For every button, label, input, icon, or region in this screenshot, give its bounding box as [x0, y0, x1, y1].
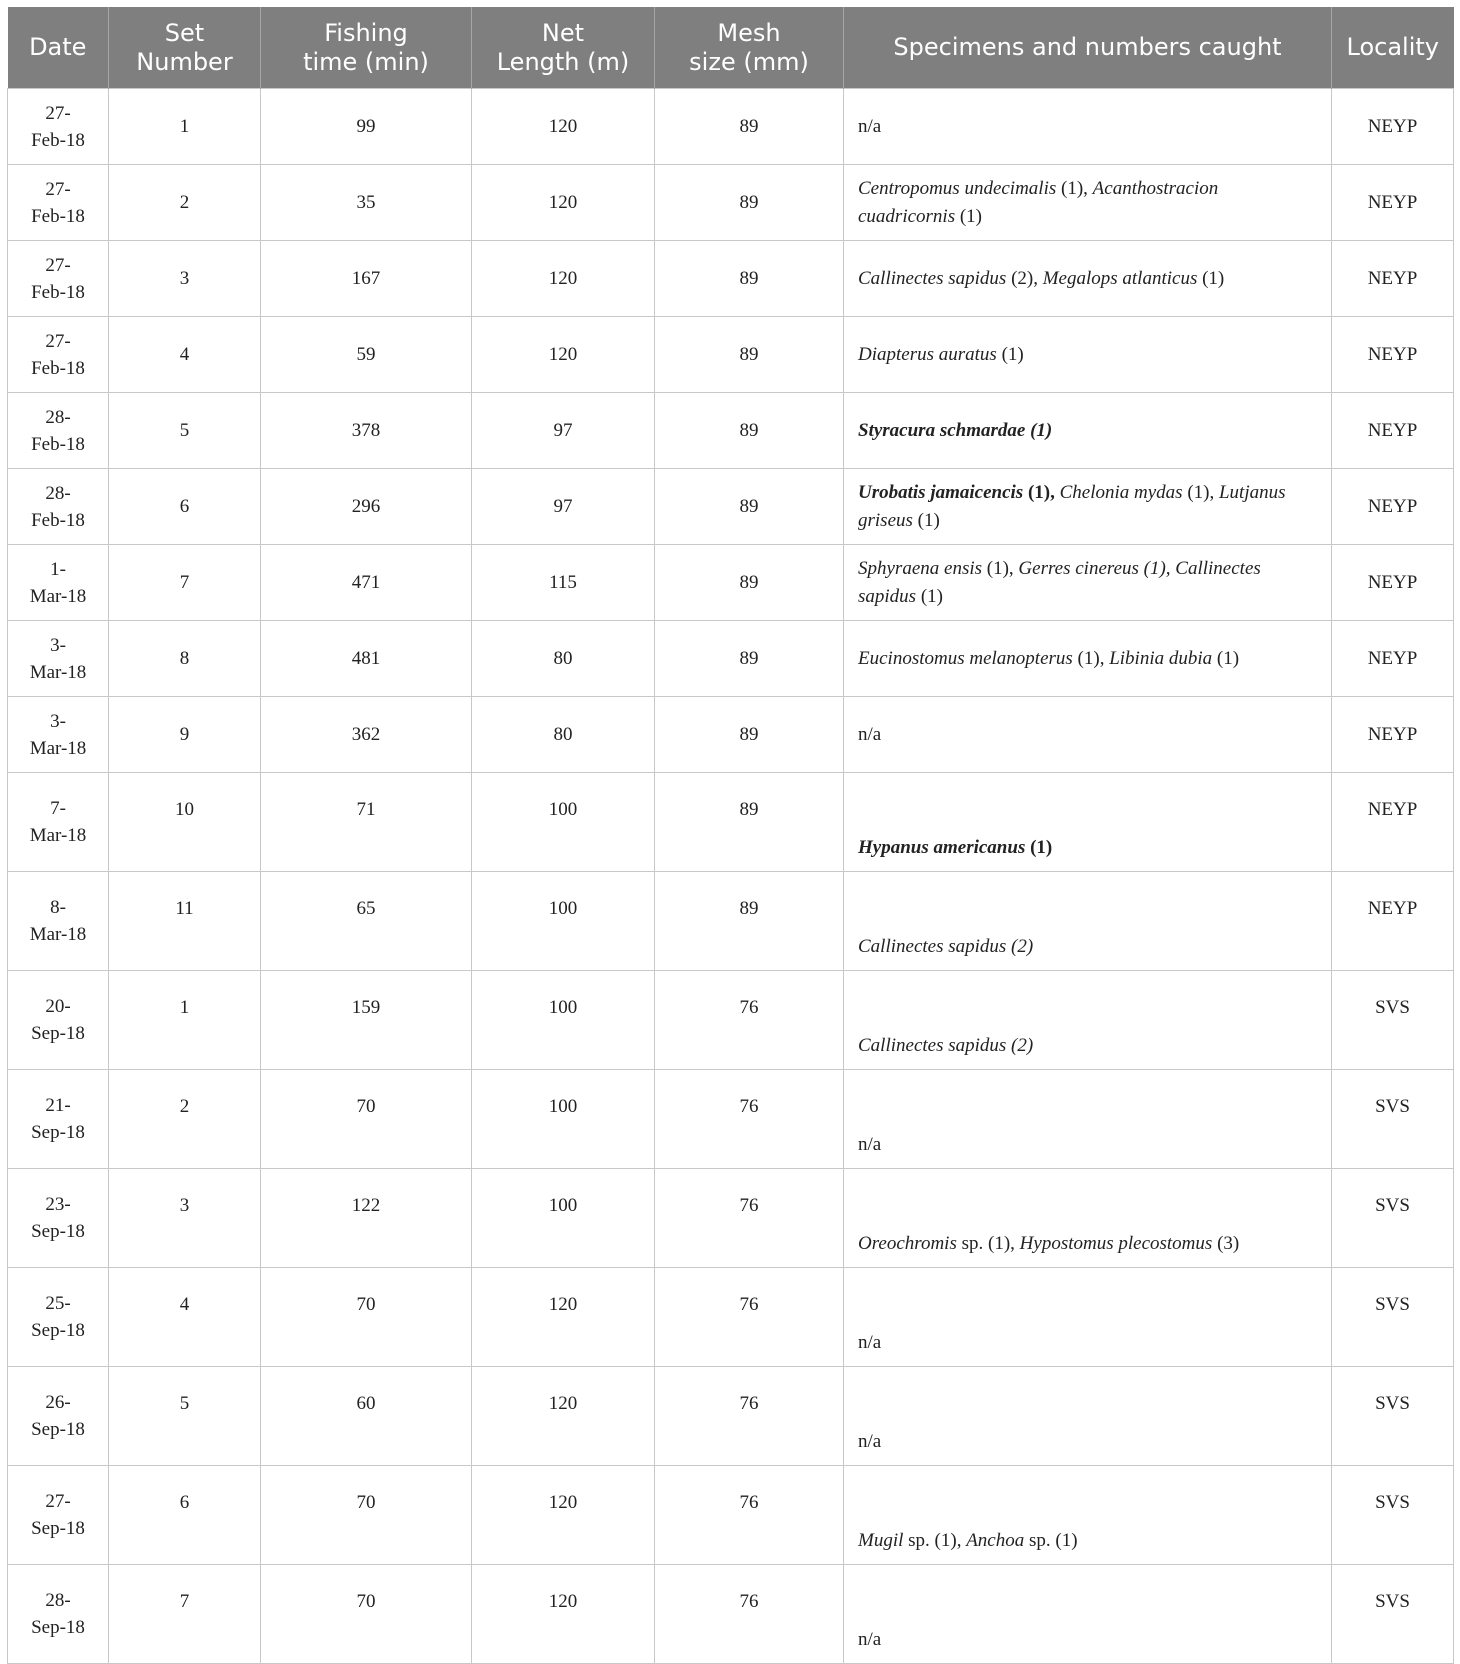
date-cell: 27- Feb-18 [8, 317, 109, 393]
net-length-cell: 80 [472, 697, 655, 773]
set-number-cell: 3 [109, 1169, 261, 1268]
fishing-time-cell: 159 [261, 971, 472, 1070]
table-row [8, 241, 1454, 317]
locality-cell: SVS [1332, 1169, 1454, 1268]
fishing-time-cell: 99 [261, 89, 472, 165]
mesh-size-cell: 89 [655, 317, 844, 393]
mesh-size-cell: 76 [655, 1070, 844, 1169]
locality-cell: NEYP [1332, 241, 1454, 317]
mesh-size-cell: 76 [655, 1268, 844, 1367]
specimens-cell: Oreochromis sp. (1), Hypostomus plecostomus (3) [844, 1169, 1332, 1268]
net-length-cell: 120 [472, 241, 655, 317]
date-cell: 20- Sep-18 [8, 971, 109, 1070]
date-cell: 7- Mar-18 [8, 773, 109, 872]
mesh-size-cell: 89 [655, 165, 844, 241]
table-row [8, 971, 1454, 1070]
mesh-size-cell: 76 [655, 971, 844, 1070]
locality-cell: SVS [1332, 1367, 1454, 1466]
specimens-cell: Urobatis jamaicencis (1), Chelonia mydas (1), Lutjanus griseus (1) [844, 469, 1332, 545]
fishing-time-cell: 70 [261, 1070, 472, 1169]
specimens-cell: Sphyraena ensis (1), Gerres cinereus (1), Callinectes sapidus (1) [844, 545, 1332, 621]
table-row [8, 393, 1454, 469]
date-cell: 27- Feb-18 [8, 241, 109, 317]
fishing-time-cell: 167 [261, 241, 472, 317]
mesh-size-cell: 89 [655, 697, 844, 773]
fishing-time-cell: 70 [261, 1268, 472, 1367]
set-number-cell: 1 [109, 89, 261, 165]
date-cell: 1- Mar-18 [8, 545, 109, 621]
table-row [8, 89, 1454, 165]
fishing-time-cell: 71 [261, 773, 472, 872]
set-number-cell: 11 [109, 872, 261, 971]
date-cell: 8- Mar-18 [8, 872, 109, 971]
set-number-cell: 2 [109, 1070, 261, 1169]
locality-cell: NEYP [1332, 89, 1454, 165]
locality-cell: NEYP [1332, 621, 1454, 697]
date-cell: 23- Sep-18 [8, 1169, 109, 1268]
date-cell: 28- Feb-18 [8, 393, 109, 469]
locality-cell: NEYP [1332, 393, 1454, 469]
net-length-cell: 120 [472, 317, 655, 393]
mesh-size-cell: 89 [655, 241, 844, 317]
header-net-length: Net Length (m) [472, 7, 655, 89]
table-row [8, 1169, 1454, 1268]
set-number-cell: 6 [109, 1466, 261, 1565]
specimens-cell: Centropomus undecimalis (1), Acanthostracion cuadricornis (1) [844, 165, 1332, 241]
fishing-time-cell: 481 [261, 621, 472, 697]
net-length-cell: 120 [472, 1268, 655, 1367]
fishing-time-cell: 35 [261, 165, 472, 241]
specimens-cell: n/a [844, 697, 1332, 773]
specimens-cell: n/a [844, 89, 1332, 165]
specimens-cell: Mugil sp. (1), Anchoa sp. (1) [844, 1466, 1332, 1565]
fishing-time-cell: 70 [261, 1466, 472, 1565]
net-length-cell: 100 [472, 1169, 655, 1268]
header-locality: Locality [1332, 7, 1454, 89]
net-length-cell: 100 [472, 872, 655, 971]
net-length-cell: 97 [472, 469, 655, 545]
table-row [8, 545, 1454, 621]
table-row [8, 469, 1454, 545]
table-row [8, 621, 1454, 697]
header-set-number: Set Number [109, 7, 261, 89]
set-number-cell: 7 [109, 545, 261, 621]
mesh-size-cell: 89 [655, 393, 844, 469]
table-row [8, 1070, 1454, 1169]
locality-cell: NEYP [1332, 469, 1454, 545]
fishing-time-cell: 65 [261, 872, 472, 971]
set-number-cell: 8 [109, 621, 261, 697]
mesh-size-cell: 76 [655, 1169, 844, 1268]
set-number-cell: 5 [109, 1367, 261, 1466]
set-number-cell: 5 [109, 393, 261, 469]
net-length-cell: 120 [472, 165, 655, 241]
specimens-cell: Callinectes sapidus (2) [844, 872, 1332, 971]
fishing-time-cell: 59 [261, 317, 472, 393]
specimens-cell: Styracura schmardae (1) [844, 393, 1332, 469]
net-length-cell: 100 [472, 1070, 655, 1169]
set-number-cell: 7 [109, 1565, 261, 1664]
date-cell: 21- Sep-18 [8, 1070, 109, 1169]
header-row [8, 7, 1454, 89]
fishing-time-cell: 122 [261, 1169, 472, 1268]
specimens-cell: Callinectes sapidus (2) [844, 971, 1332, 1070]
locality-cell: SVS [1332, 971, 1454, 1070]
fishing-time-cell: 362 [261, 697, 472, 773]
specimens-cell: Hypanus americanus (1) [844, 773, 1332, 872]
specimens-cell: n/a [844, 1367, 1332, 1466]
net-length-cell: 120 [472, 1466, 655, 1565]
locality-cell: NEYP [1332, 545, 1454, 621]
specimens-cell: Eucinostomus melanopterus (1), Libinia dubia (1) [844, 621, 1332, 697]
specimens-cell: n/a [844, 1070, 1332, 1169]
fishing-time-cell: 60 [261, 1367, 472, 1466]
specimens-cell: Callinectes sapidus (2), Megalops atlanticus (1) [844, 241, 1332, 317]
fishing-time-cell: 70 [261, 1565, 472, 1664]
date-cell: 3- Mar-18 [8, 621, 109, 697]
date-cell: 27- Feb-18 [8, 165, 109, 241]
locality-cell: NEYP [1332, 773, 1454, 872]
locality-cell: SVS [1332, 1466, 1454, 1565]
mesh-size-cell: 89 [655, 621, 844, 697]
table-row [8, 1268, 1454, 1367]
locality-cell: SVS [1332, 1268, 1454, 1367]
set-number-cell: 9 [109, 697, 261, 773]
table-row [8, 317, 1454, 393]
fishing-time-cell: 296 [261, 469, 472, 545]
table-row [8, 1466, 1454, 1565]
table-row [8, 697, 1454, 773]
locality-cell: NEYP [1332, 872, 1454, 971]
fishing-time-cell: 378 [261, 393, 472, 469]
mesh-size-cell: 76 [655, 1565, 844, 1664]
specimens-cell: Diapterus auratus (1) [844, 317, 1332, 393]
locality-cell: NEYP [1332, 165, 1454, 241]
date-cell: 27- Sep-18 [8, 1466, 109, 1565]
header-specimens: Specimens and numbers caught [844, 7, 1332, 89]
set-number-cell: 6 [109, 469, 261, 545]
net-length-cell: 120 [472, 1565, 655, 1664]
date-cell: 27- Feb-18 [8, 89, 109, 165]
mesh-size-cell: 89 [655, 89, 844, 165]
date-cell: 28- Feb-18 [8, 469, 109, 545]
date-cell: 25- Sep-18 [8, 1268, 109, 1367]
mesh-size-cell: 76 [655, 1367, 844, 1466]
fishing-time-cell: 471 [261, 545, 472, 621]
date-cell: 3- Mar-18 [8, 697, 109, 773]
set-number-cell: 2 [109, 165, 261, 241]
locality-cell: SVS [1332, 1070, 1454, 1169]
net-length-cell: 120 [472, 1367, 655, 1466]
mesh-size-cell: 89 [655, 469, 844, 545]
header-fishing-time: Fishing time (min) [261, 7, 472, 89]
mesh-size-cell: 89 [655, 545, 844, 621]
set-number-cell: 1 [109, 971, 261, 1070]
table-row [8, 1367, 1454, 1466]
specimens-cell: n/a [844, 1268, 1332, 1367]
date-cell: 28- Sep-18 [8, 1565, 109, 1664]
locality-cell: NEYP [1332, 697, 1454, 773]
net-length-cell: 97 [472, 393, 655, 469]
header-date: Date [8, 7, 109, 89]
mesh-size-cell: 89 [655, 872, 844, 971]
table-row [8, 165, 1454, 241]
net-length-cell: 115 [472, 545, 655, 621]
set-number-cell: 4 [109, 1268, 261, 1367]
table-row [8, 1565, 1454, 1664]
net-length-cell: 120 [472, 89, 655, 165]
table-row [8, 872, 1454, 971]
net-length-cell: 80 [472, 621, 655, 697]
catch-table [7, 7, 1454, 1664]
set-number-cell: 10 [109, 773, 261, 872]
locality-cell: SVS [1332, 1565, 1454, 1664]
set-number-cell: 4 [109, 317, 261, 393]
specimens-cell: n/a [844, 1565, 1332, 1664]
mesh-size-cell: 89 [655, 773, 844, 872]
net-length-cell: 100 [472, 773, 655, 872]
header-mesh-size: Mesh size (mm) [655, 7, 844, 89]
net-length-cell: 100 [472, 971, 655, 1070]
set-number-cell: 3 [109, 241, 261, 317]
mesh-size-cell: 76 [655, 1466, 844, 1565]
table-row [8, 773, 1454, 872]
locality-cell: NEYP [1332, 317, 1454, 393]
date-cell: 26- Sep-18 [8, 1367, 109, 1466]
